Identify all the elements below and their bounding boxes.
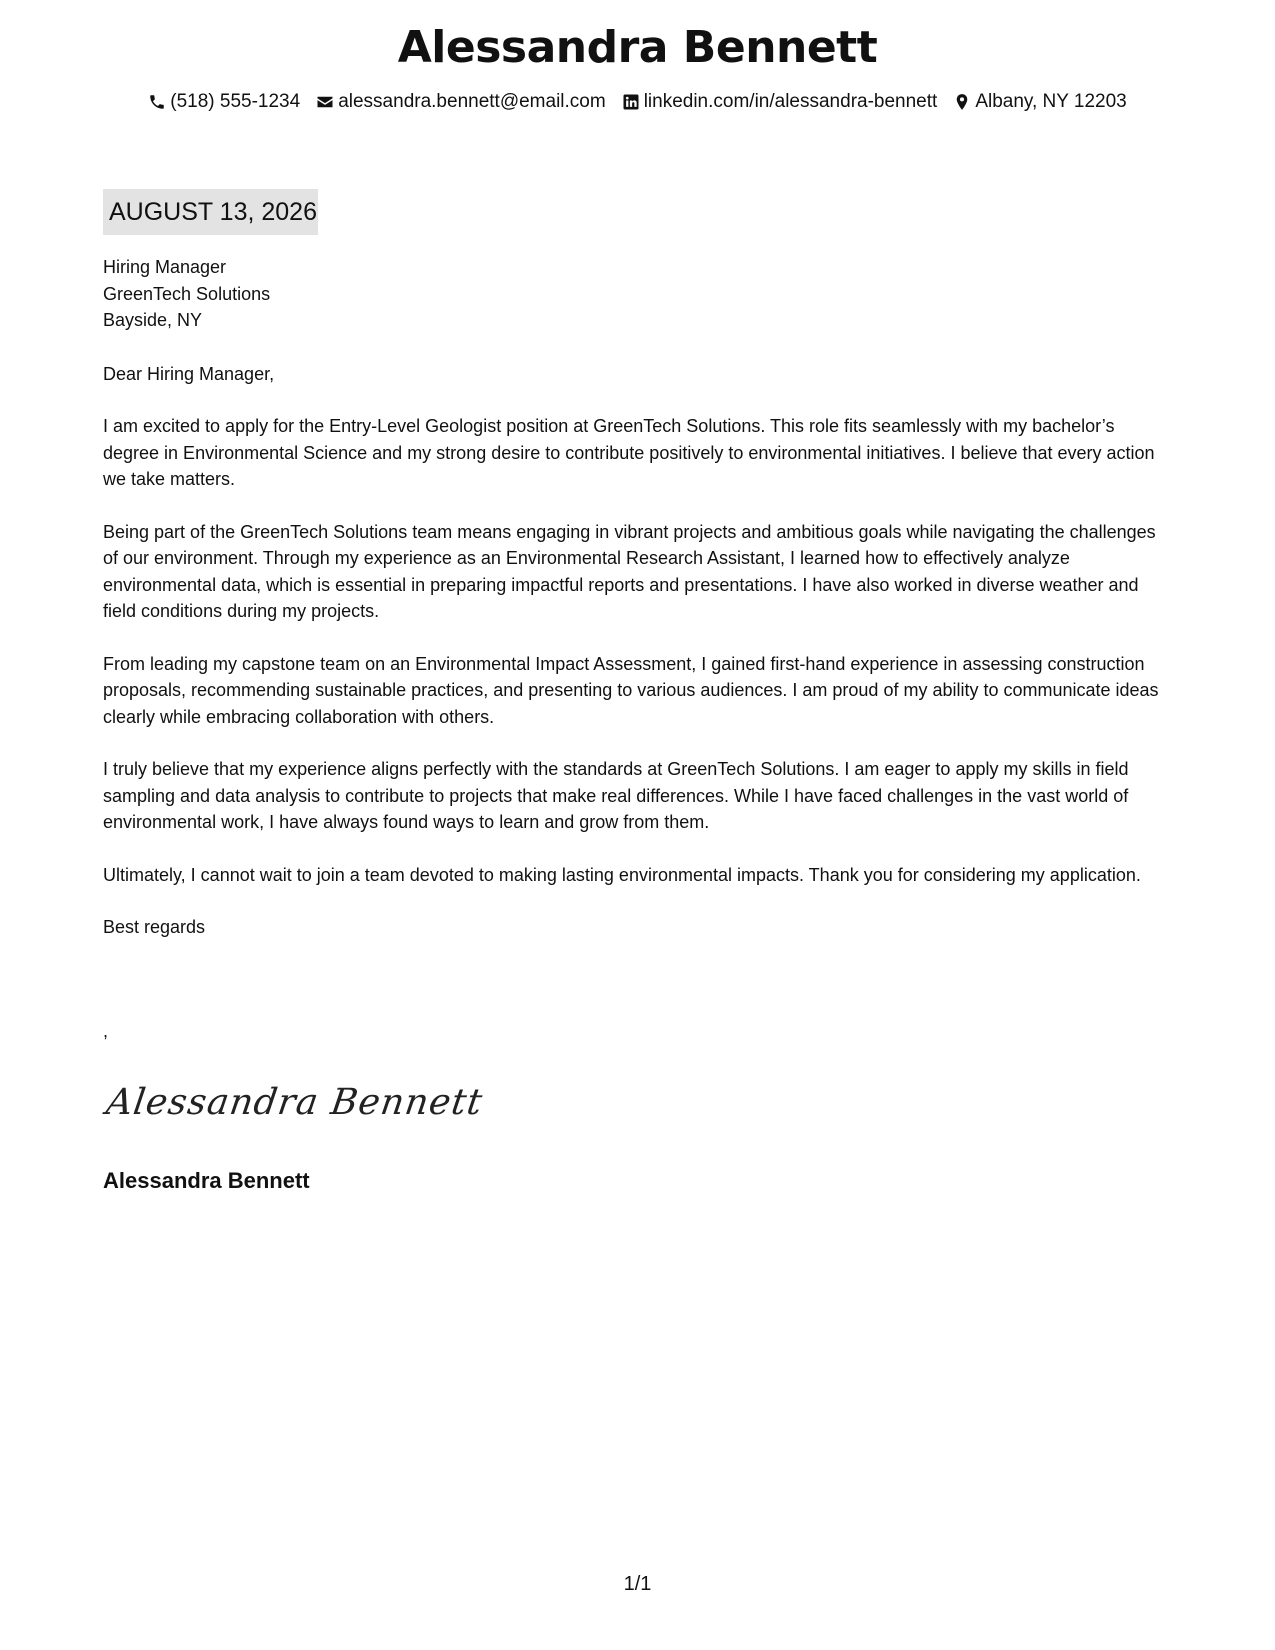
contact-email[interactable] [316, 90, 605, 114]
email-text[interactable]: alessandra.bennett@email.com [338, 91, 606, 112]
recipient-title: Hiring Manager [103, 257, 227, 277]
location-text: Albany, NY 12203 [975, 91, 1127, 112]
contact-location [953, 90, 1126, 114]
handwritten-signature: Alessandra Bennett [103, 1082, 486, 1123]
body-paragraph: I am excited to apply for the Entry-Level Geologist position at GreenTech Solutions. This role fits seamlessly with my bachelor’s degree in Environmental Science and my strong desire to contribute positively to environmental initiatives. I believe that every action we take matters. [103, 416, 1155, 489]
page-indicator: 1/1 [623, 1573, 652, 1595]
salutation: Dear Hiring Manager, [103, 363, 275, 384]
contact-linkedin[interactable] [622, 90, 938, 114]
letter-date: AUGUST 13, 2026 [103, 189, 318, 235]
body-paragraph: Being part of the GreenTech Solutions team means engaging in vibrant projects and ambitious goals while navigating the challenges of our environment. Through my experience as an Environmental Research Assistant, I learned how to effectively analyze environmental data, which is essential in preparing impactful reports and presentations. I have also worked in diverse weather and field conditions during my projects. [103, 521, 1156, 621]
linkedin-text[interactable]: linkedin.com/in/alessandra-bennett [643, 91, 938, 112]
linkedin-icon [622, 93, 640, 111]
letter-body [103, 254, 1173, 941]
body-paragraph: Ultimately, I cannot wait to join a team devoted to making lasting environmental impacts. Thank you for considering my application. [103, 864, 1141, 885]
signer-name: Alessandra Bennett [103, 1168, 310, 1193]
body-paragraph: I truly believe that my experience aligns perfectly with the standards at GreenTech Solutions. I am eager to apply my skills in field sampling and data analysis to contribute to projects that make real differences. While I have faced challenges in the vast world of environmental work, I have always found ways to learn and grow from them. [103, 759, 1129, 832]
map-marker-icon [953, 93, 971, 111]
closing: Best regards [103, 917, 206, 937]
contact-info [0, 90, 1275, 114]
phone-icon [148, 93, 166, 111]
recipient-location: Bayside, NY [103, 310, 203, 330]
envelope-icon [316, 93, 334, 111]
letter-header [0, 18, 1275, 114]
closing-comma: , [103, 1021, 109, 1041]
recipient-company: GreenTech Solutions [103, 283, 271, 304]
recipient-block [103, 254, 1173, 334]
phone-text: (518) 555-1234 [170, 91, 301, 112]
contact-phone [148, 90, 300, 114]
body-paragraph: From leading my capstone team on an Environmental Impact Assessment, I gained first-hand experience in assessing construction proposals, recommending sustainable practices, and presenting to various audiences. I am proud of my ability to communicate ideas clearly while embracing collaboration with others. [103, 653, 1159, 727]
applicant-name: Alessandra Bennett [397, 22, 878, 73]
